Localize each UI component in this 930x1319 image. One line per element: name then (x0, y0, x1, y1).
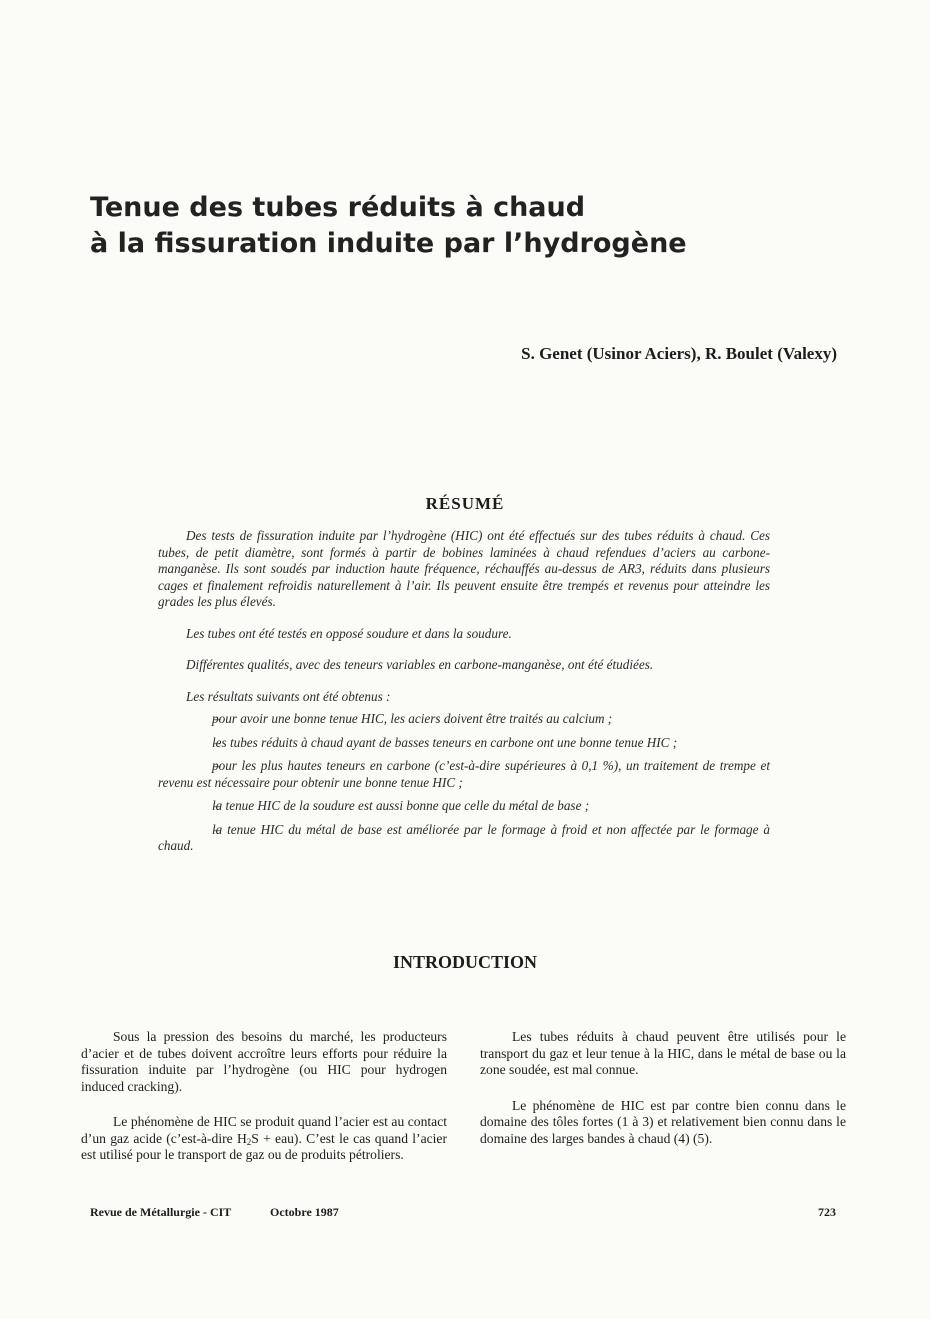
list-item: – les tubes réduits à chaud ayant de basses teneurs en carbone ont une bonne tenue HIC ; (158, 735, 770, 752)
results-list (158, 711, 770, 855)
body-column-right (480, 1029, 846, 1166)
title-line-2: à la fissuration induite par l’hydrogène (90, 228, 687, 259)
introduction-heading: INTRODUCTION (392, 952, 538, 972)
body-paragraph: Les tubes réduits à chaud peuvent être utilisés pour le transport du gaz et leur tenue à la HIC, dans le métal de base ou la zone soudée, est mal connue. (480, 1029, 846, 1077)
abstract-paragraph: Différentes qualités, avec des teneurs variables en carbone-manganèse, ont été étudiées. (186, 657, 654, 672)
list-item: – pour les plus hautes teneurs en carbone (c’est-à-dire supérieures à 0,1 %), un traitement de trempe et revenu est nécessaire pour obtenir une bonne tenue HIC ; (158, 758, 770, 791)
text-span: Le phénomène de HIC se produit quand l’acier est au contact d’un gaz acide (c’est-à-dire H (81, 1114, 447, 1146)
abstract-paragraph: Les résultats suivants ont été obtenus : (186, 688, 391, 704)
abstract-paragraph: Les tubes ont été testés en opposé soudure et dans la soudure. (186, 625, 512, 641)
abstract (158, 528, 770, 862)
list-item: – pour avoir une bonne tenue HIC, les aciers doivent être traités au calcium ; (158, 711, 770, 728)
list-item: – la tenue HIC du métal de base est améliorée par le formage à froid et non affectée par le formage à chaud. (158, 822, 770, 855)
body-paragraph: Le phénomène de HIC est par contre bien connu dans le domaine des tôles fortes (1 à 3) et relativement bien connu dans le domaine des larges bandes à chaud (4) (5). (480, 1097, 846, 1146)
authors: S. Genet (Usinor Aciers), R. Boulet (Valexy) (521, 344, 837, 363)
list-item: – la tenue HIC de la soudure est aussi bonne que celle du métal de base ; (158, 798, 770, 815)
page-footer (90, 1205, 836, 1221)
issue-date: Octobre 1987 (270, 1205, 339, 1219)
page-number: 723 (818, 1205, 836, 1219)
body-column-left (81, 1029, 447, 1183)
body-paragraph: Sous la pression des besoins du marché, les producteurs d’acier et de tubes doivent accroître leurs efforts pour réduire la fissuration induite par l’hydrogène (ou HIC pour hydrogen induced cracking). (81, 1029, 447, 1094)
abstract-paragraph: Des tests de fissuration induite par l’hydrogène (HIC) ont été effectués sur des tubes réduits à chaud. Ces tubes, de petit diamètre, sont formés à partir de bobines laminées à chaud refendues d’aciers au carbone-manganèse. Ils sont soudés par induction haute fréquence, réchauffés au-dessus de AR3, réduits dans plusieurs cages et finalement refroidis naturellement à l’air. Ils peuvent ensuite être trempés et revenus pour atteindre les grades les plus élevés. (158, 528, 770, 609)
resume-heading: RÉSUMÉ (425, 494, 505, 513)
body-paragraph (81, 1114, 447, 1164)
title-line-1: Tenue des tubes réduits à chaud (90, 192, 586, 223)
page-title (90, 190, 890, 262)
text-span: S + eau). C’est le cas quand l’acier est utilisé pour le transport de gaz ou de produits pétroliers. (81, 1130, 447, 1162)
journal-name: Revue de Métallurgie - CIT (90, 1205, 232, 1219)
subscript: 2 (246, 1136, 252, 1147)
